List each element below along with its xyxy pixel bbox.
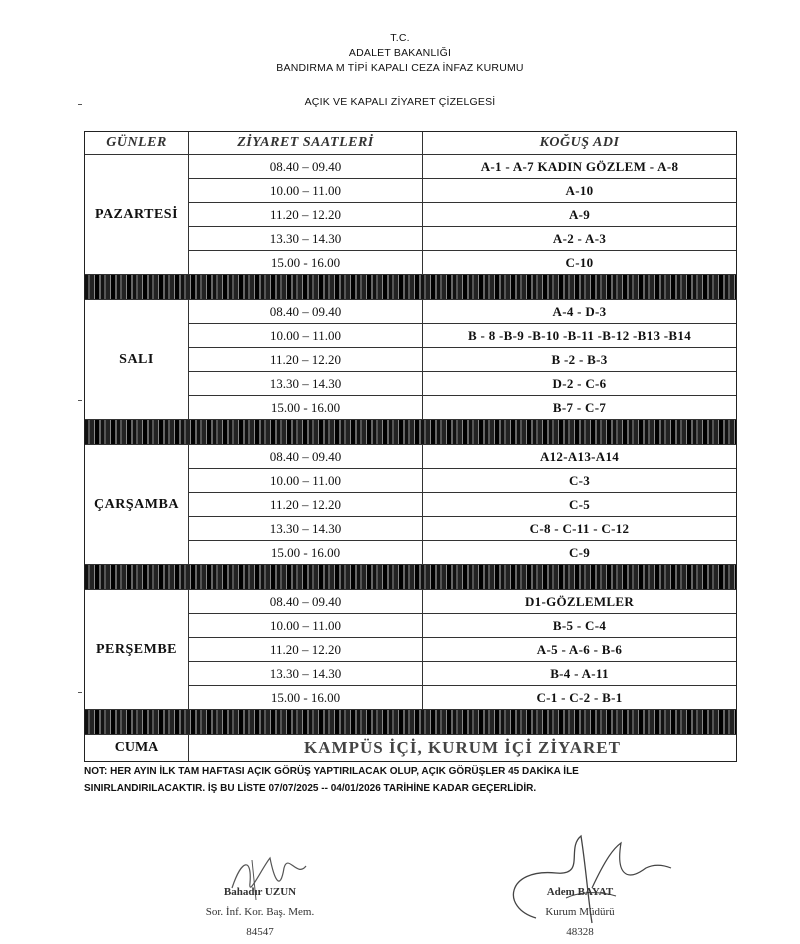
friday-visit-text: KAMPÜS İÇİ, KURUM İÇİ ZİYARET — [304, 738, 621, 757]
visit-time: 10.00 – 11.00 — [189, 469, 423, 492]
column-header-hours: ZİYARET SAATLERİ — [189, 132, 423, 154]
table-row — [189, 445, 736, 469]
separator-band — [85, 565, 736, 590]
ward-name: C-9 — [568, 544, 591, 560]
table-row — [189, 638, 736, 662]
visit-time: 13.30 – 14.30 — [189, 227, 423, 250]
day-name: PAZARTESİ — [85, 155, 189, 274]
table-row — [189, 227, 736, 251]
scan-mark — [78, 692, 82, 693]
table-row — [189, 155, 736, 179]
footnote — [84, 763, 724, 797]
column-header-days: GÜNLER — [85, 132, 189, 154]
table-row — [189, 517, 736, 541]
separator-band — [85, 275, 736, 300]
visit-time: 10.00 – 11.00 — [189, 324, 423, 347]
day-name: PERŞEMBE — [85, 590, 189, 709]
day-name: ÇARŞAMBA — [85, 445, 189, 564]
separator-band — [85, 710, 736, 735]
table-header-row — [85, 132, 736, 155]
visit-time: 15.00 - 16.00 — [189, 686, 423, 709]
ward-name: C-3 — [568, 472, 591, 488]
visit-time: 11.20 – 12.20 — [189, 203, 423, 226]
ward-name: B-5 - C-4 — [552, 617, 607, 633]
header-ministry: ADALET BAKANLIĞI — [348, 47, 452, 59]
ward-name: B -2 - B-3 — [551, 351, 608, 367]
table-row — [189, 541, 736, 564]
visit-time: 13.30 – 14.30 — [189, 662, 423, 685]
visit-time: 15.00 - 16.00 — [189, 541, 423, 564]
table-row — [189, 300, 736, 324]
visit-schedule-table — [84, 131, 737, 762]
day-block — [85, 445, 736, 565]
day-slots — [189, 300, 736, 419]
visit-time: 11.20 – 12.20 — [189, 638, 423, 661]
ward-name: A12-A13-A14 — [539, 448, 620, 464]
signature-right — [480, 882, 680, 942]
signer-right-title: Kurum Müdürü — [545, 906, 615, 918]
signer-right-number: 48328 — [566, 926, 594, 938]
document-title: AÇIK VE KAPALI ZİYARET ÇİZELGESİ — [304, 96, 496, 108]
signer-left-number: 84547 — [246, 926, 274, 938]
table-row — [189, 493, 736, 517]
visit-time: 08.40 – 09.40 — [189, 155, 423, 178]
visit-time: 08.40 – 09.40 — [189, 300, 423, 323]
signer-left-name: Bahadır UZUN — [223, 886, 297, 898]
ward-name: C-1 - C-2 - B-1 — [536, 689, 623, 705]
visit-time: 08.40 – 09.40 — [189, 445, 423, 468]
ward-name: B - 8 -B-9 -B-10 -B-11 -B-12 -B13 -B14 — [468, 327, 691, 343]
footnote-line-2: SINIRLANDIRILACAKTIR. İŞ BU LİSTE 07/07/2025 -- 04/01/2026 TARİHİNE KADAR GEÇERLİDİR. — [84, 783, 537, 794]
visit-time: 10.00 – 11.00 — [189, 179, 423, 202]
signer-right-name: Adem BAYAT — [546, 886, 614, 898]
ward-name: B-4 - A-11 — [550, 665, 609, 681]
signer-left-title: Sor. İnf. Kor. Baş. Mem. — [205, 906, 315, 918]
separator-band — [85, 420, 736, 445]
ward-name: A-2 - A-3 — [552, 230, 607, 246]
scan-mark — [78, 400, 82, 401]
day-name: SALI — [85, 300, 189, 419]
header-institution: BANDIRMA M TİPİ KAPALI CEZA İNFAZ KURUMU — [276, 62, 524, 74]
visit-time: 10.00 – 11.00 — [189, 614, 423, 637]
column-header-ward: KOĞUŞ ADI — [539, 135, 620, 150]
day-block — [85, 300, 736, 420]
scan-mark — [78, 104, 82, 105]
day-block — [85, 590, 736, 710]
ward-name: B-7 - C-7 — [552, 399, 607, 415]
friday-row — [85, 735, 736, 761]
ward-name: D-2 - C-6 — [552, 375, 607, 391]
ward-name: D1-GÖZLEMLER — [524, 593, 635, 609]
ward-name: A-1 - A-7 KADIN GÖZLEM - A-8 — [480, 158, 679, 174]
ward-name: A-4 - D-3 — [552, 303, 607, 319]
table-row — [189, 396, 736, 419]
table-row — [189, 251, 736, 274]
visit-time: 13.30 – 14.30 — [189, 517, 423, 540]
visit-time: 11.20 – 12.20 — [189, 348, 423, 371]
ward-name: A-10 — [565, 182, 594, 198]
table-row — [189, 324, 736, 348]
table-row — [189, 662, 736, 686]
visit-time: 08.40 – 09.40 — [189, 590, 423, 613]
ward-name: C-5 — [568, 496, 591, 512]
table-row — [189, 469, 736, 493]
day-slots — [189, 590, 736, 709]
table-row — [189, 179, 736, 203]
ward-name: C-10 — [565, 254, 594, 270]
table-row — [189, 348, 736, 372]
visit-time: 15.00 - 16.00 — [189, 396, 423, 419]
ward-name: A-5 - A-6 - B-6 — [536, 641, 623, 657]
table-row — [189, 590, 736, 614]
day-slots — [189, 445, 736, 564]
day-slots — [189, 155, 736, 274]
day-block — [85, 155, 736, 275]
friday-label: CUMA — [85, 735, 189, 761]
footnote-line-1: NOT: HER AYIN İLK TAM HAFTASI AÇIK GÖRÜŞ YAPTIRILACAK OLUP, AÇIK GÖRÜŞLER 45 DAKİKA İLE — [84, 766, 579, 777]
table-row — [189, 203, 736, 227]
days-container — [85, 155, 736, 735]
visit-time: 11.20 – 12.20 — [189, 493, 423, 516]
ward-name: A-9 — [568, 206, 591, 222]
table-row — [189, 686, 736, 709]
table-row — [189, 614, 736, 638]
visit-time: 13.30 – 14.30 — [189, 372, 423, 395]
header-tc: T.C. — [390, 32, 410, 44]
ward-name: C-8 - C-11 - C-12 — [529, 520, 630, 536]
visit-time: 15.00 - 16.00 — [189, 251, 423, 274]
signature-left — [160, 882, 360, 942]
table-row — [189, 372, 736, 396]
